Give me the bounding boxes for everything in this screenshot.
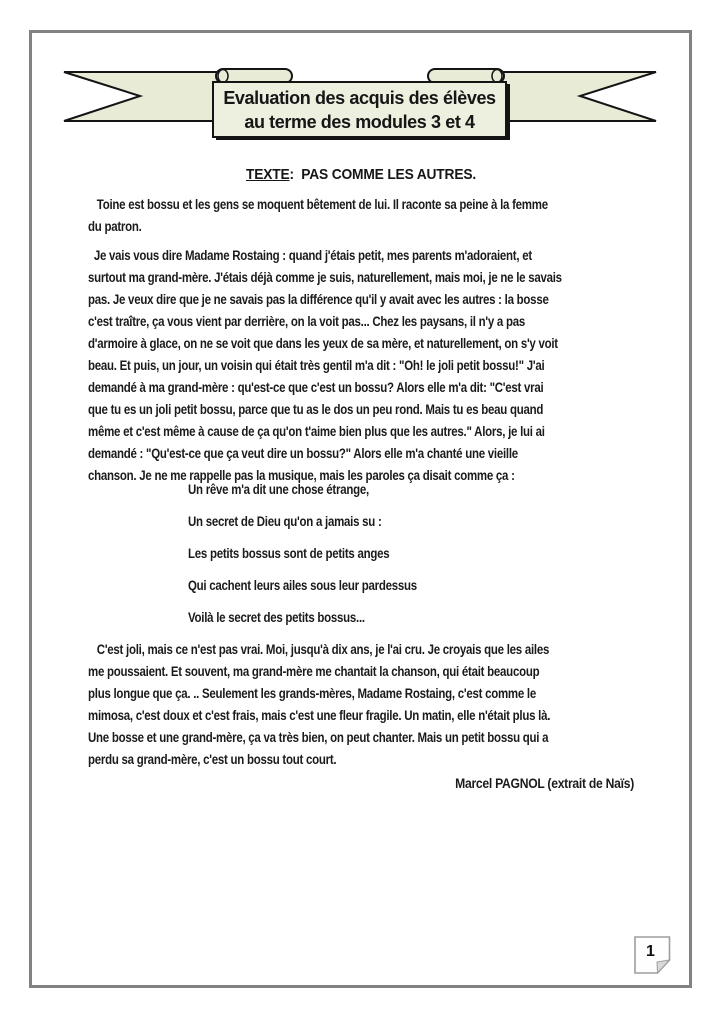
banner-title-line2: au terme des modules 3 et 4: [244, 112, 475, 132]
text-line: C'est joli, mais ce n'est pas vrai. Moi, jusqu'à dix ans, je l'ai cru. Je croyais que les ailes: [88, 642, 550, 657]
page-number: 1: [646, 943, 655, 960]
banner-title-line1: Evaluation des acquis des élèves: [223, 88, 496, 108]
text-heading: [110, 166, 612, 184]
poem-stanza: [188, 474, 417, 634]
text-line: Qui cachent leurs ailes sous leur pardessus: [188, 578, 417, 593]
text-line: surtout ma grand-mère. J'étais déjà comme je suis, naturellement, mais moi, je ne le savais: [88, 270, 562, 285]
text-line: Un secret de Dieu qu'on a jamais su :: [188, 514, 382, 529]
title-banner: [0, 0, 720, 170]
text-line: demandé à ma grand-mère : qu'est-ce que c'est un bossu? Alors elle m'a dit: "C'est vrai: [88, 380, 544, 395]
text-line: plus longue que ça. .. Seulement les grands-mères, Madame Rostaing, c'est comme le: [88, 686, 536, 701]
text-line: beau. Et puis, un jour, un voisin qui était très gentil m'a dit : "Oh! le joli petit bossu!" J'ai: [88, 358, 545, 373]
text-line: du patron.: [88, 219, 142, 234]
text-line: Voilà le secret des petits bossus...: [188, 610, 365, 625]
text-line: d'armoire à glace, on ne se voit que dans les yeux de sa mère, et naturellement, on s'y voit: [88, 336, 558, 351]
heading-colon: :: [289, 166, 294, 183]
text-line: Toine est bossu et les gens se moquent bêtement de lui. Il raconte sa peine à la femme: [88, 197, 548, 212]
text-line: perdu sa grand-mère, c'est un bossu tout court.: [88, 752, 337, 767]
text-line: Les petits bossus sont de petits anges: [188, 546, 390, 561]
text-line: chanson. Je ne me rappelle pas la musique, mais les paroles ça disait comme ça :: [88, 468, 515, 483]
ribbon-right-tail: [486, 72, 656, 121]
text-line: Je vais vous dire Madame Rostaing : quand j'étais petit, mes parents m'adoraient, et: [88, 248, 532, 263]
banner-title: [213, 83, 506, 137]
text-line: mimosa, c'est doux et c'est frais, mais c'est une fleur fragile. Un matin, elle n'était plus là.: [88, 708, 551, 723]
heading-title: PAS COMME LES AUTRES.: [293, 166, 477, 183]
text-line: me poussaient. Et souvent, ma grand-mère me chantait la chanson, qui était beaucoup: [88, 664, 540, 679]
intro-paragraph: [88, 194, 548, 238]
text-line: pas. Je veux dire que je ne savais pas la différence qu'il y avait avec les autres : la bosse: [88, 292, 549, 307]
ribbon-left-tail: [64, 72, 234, 121]
text-line: demandé : "Qu'est-ce que ça veut dire un bossu?" Alors elle m'a chanté une vieille: [88, 446, 518, 461]
text-line: c'est traître, ça vous vient par derrière, on la voit pas... Chez les paysans, il n'y a pas: [88, 314, 525, 329]
author-signature: Marcel PAGNOL (extrait de Naïs): [455, 776, 634, 791]
heading-label: TEXTE: [245, 166, 290, 183]
closing-paragraph: [88, 639, 550, 771]
text-line: Une bosse et une grand-mère, ça va très bien, on peut chanter. Mais un petit bossu qui a: [88, 730, 549, 745]
story-paragraph: [88, 245, 562, 487]
text-line: que tu es un joli petit bossu, parce que tu as le dos un peu rond. Mais tu es beau quand: [88, 402, 544, 417]
text-line: Un rêve m'a dit une chose étrange,: [188, 482, 369, 497]
text-line: même et c'est même à cause de ça qu'on t'aime bien plus que les autres." Alors, je lui ai: [88, 424, 545, 439]
page-number-box: [634, 936, 671, 974]
